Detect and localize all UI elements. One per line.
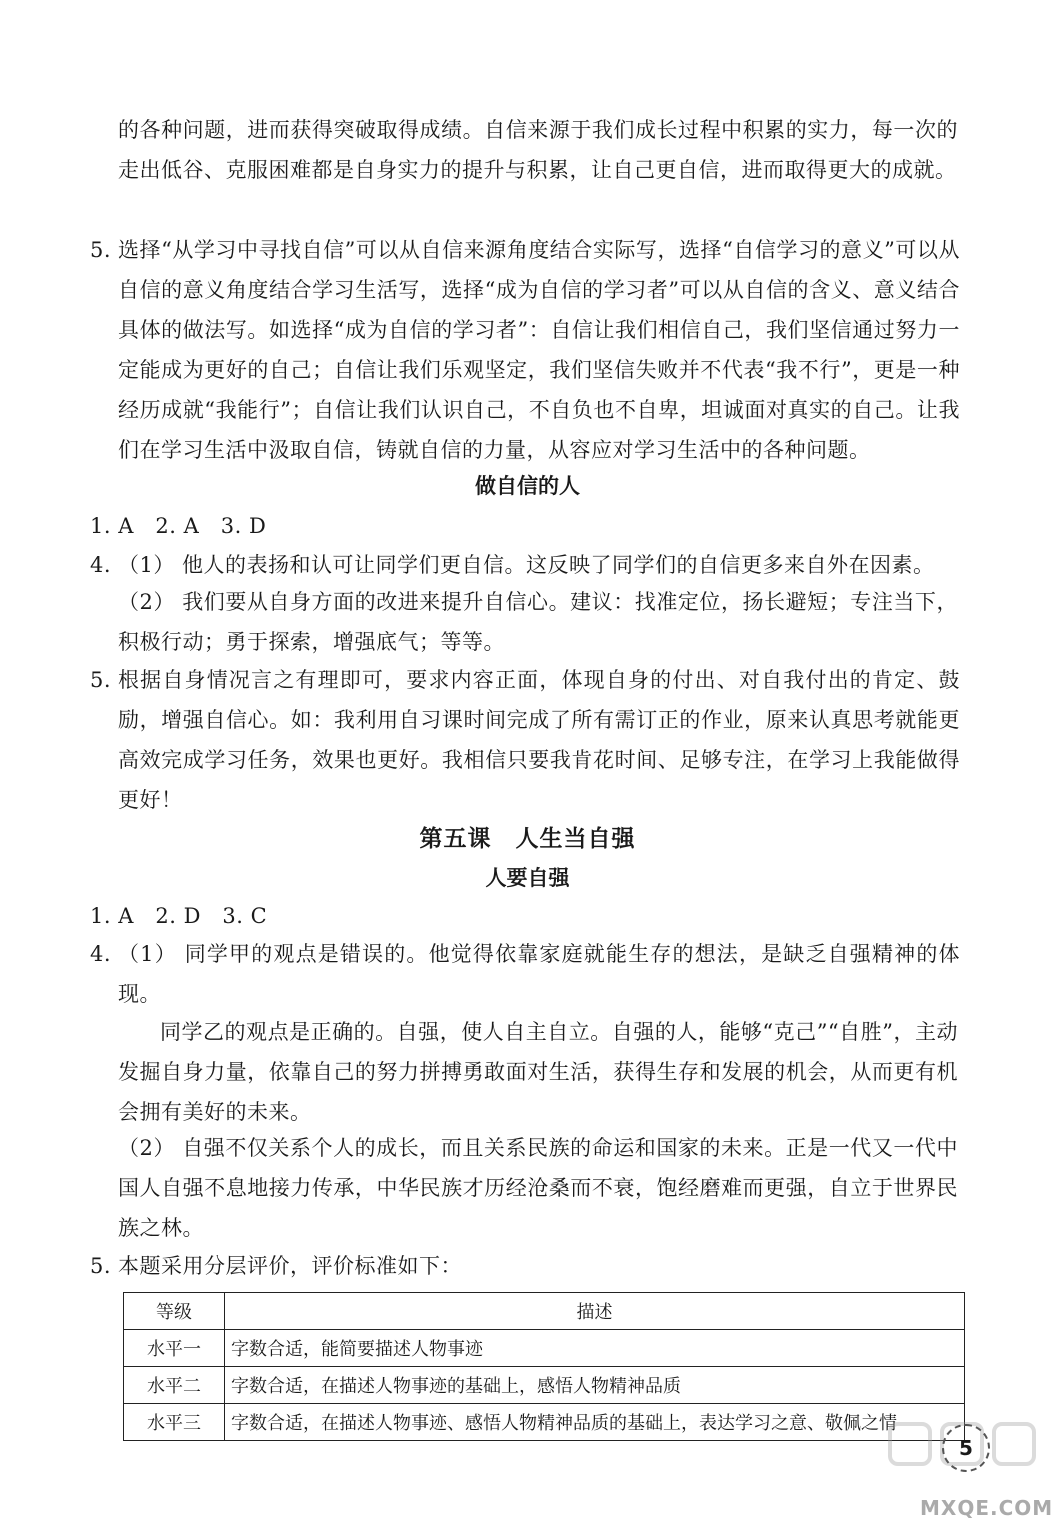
choice-answers: 1. A 2. A 3. D (90, 514, 267, 538)
watermark-text: MXQE.COM (920, 1496, 1054, 1520)
description-cell: 字数合适，能简要描述人物事迹 (225, 1330, 965, 1367)
table-row (124, 1367, 965, 1404)
prev-question-5 (90, 230, 960, 470)
section2-q4-part1b: 同学乙的观点是正确的。自强，使人自主自立。自强的人，能够“克己”“自胜”，主动发掘自身力量，依靠自己的努力拼搏勇敢面对生活，获得生存和发展的机会，从而更有机会拥有美好的未来。 (118, 1020, 958, 1124)
question-number: 5. (90, 668, 112, 692)
section1-q1-3 (90, 506, 960, 546)
choice-answers: 1. A 2. D 3. C (90, 904, 268, 928)
level-cell: 水平一 (124, 1330, 225, 1367)
level-cell: 水平三 (124, 1404, 225, 1441)
column-header-level: 等级 (124, 1293, 225, 1330)
description-cell: 字数合适，在描述人物事迹、感悟人物精神品质的基础上，表达学习之意、敬佩之情 (225, 1404, 965, 1441)
table-row (124, 1404, 965, 1441)
section2-question-4 (90, 934, 960, 1014)
question-answer: 选择“从学习中寻找自信”可以从自信来源角度结合实际写，选择“自信学习的意义”可以从自信的意义角度结合学习生活写，选择“成为自信的学习者”可以从自信的含义、意义结合具体的做法写。如选择“成为自信的学习者”：自信让我们相信自己，我们坚信通过努力一定能成为更好的自己；自信让我们乐观坚定，我们坚信失败并不代表“我不行”，更是一种经历成就“我能行”；自信让我们认识自己，不自负也不自卑，坦诚面对真实的自己。让我们在学习生活中汲取自信，铸就自信的力量，从容应对学习生活中的各种问题。 (118, 238, 960, 462)
level-cell: 水平二 (124, 1367, 225, 1404)
table-row (124, 1330, 965, 1367)
section-title-self-strengthening: 人要自强 (485, 866, 570, 890)
section1-question-4 (90, 545, 960, 585)
lesson-title: 第五课 人生当自强 (419, 826, 636, 852)
section2-q1-3 (90, 896, 960, 936)
question-answer: 根据自身情况言之有理即可，要求内容正面，体现自身的付出、对自我付出的肯定、鼓励，增强自信心。如：我利用自习课时间完成了所有需订正的作业，原来认真思考就能更高效完成学习任务，效果也更好。我相信只要我肯花时间、足够专注，在学习上我能做得更好！ (118, 668, 960, 812)
section2-q4-part2: （2） 自强不仅关系个人的成长，而且关系民族的命运和国家的未来。正是一代又一代中国人自强不息地接力传承，中华民族才历经沧桑而不衰，饱经磨难而更强，自立于世界民族之林。 (118, 1136, 958, 1240)
section1-question-5 (90, 660, 960, 820)
question-number: 5. (90, 238, 112, 262)
description-cell: 字数合适，在描述人物事迹的基础上，感悟人物精神品质 (225, 1367, 965, 1404)
table-header-row (124, 1293, 965, 1330)
question-number: 5. (90, 1254, 112, 1278)
column-header-description: 描述 (225, 1293, 965, 1330)
section1-q4-part2: （2） 我们要从自身方面的改进来提升自信心。建议：找准定位，扬长避短；专注当下，积极行动；勇于探索，增强底气；等等。 (118, 590, 958, 654)
continuation-paragraph: 的各种问题，进而获得突破取得成绩。自信来源于我们成长过程中积累的实力，每一次的走出低谷、克服困难都是自身实力的提升与积累，让自己更自信，进而取得更大的成就。 (118, 118, 958, 182)
section2-question-5 (90, 1246, 960, 1286)
section-title-confident: 做自信的人 (475, 474, 580, 498)
page-number: 5 (942, 1424, 990, 1472)
question-number: 4. (90, 942, 112, 966)
question-number: 4. (90, 553, 112, 577)
evaluation-table (123, 1292, 965, 1441)
question-answer-part1: （1） 他人的表扬和认可让同学们更自信。这反映了同学们的自信更多来自外在因素。 (118, 553, 935, 577)
question-answer: 本题采用分层评价，评价标准如下： (118, 1254, 462, 1278)
question-answer-part1: （1） 同学甲的观点是错误的。他觉得依靠家庭就能生存的想法，是缺乏自强精神的体现。 (118, 942, 960, 1006)
